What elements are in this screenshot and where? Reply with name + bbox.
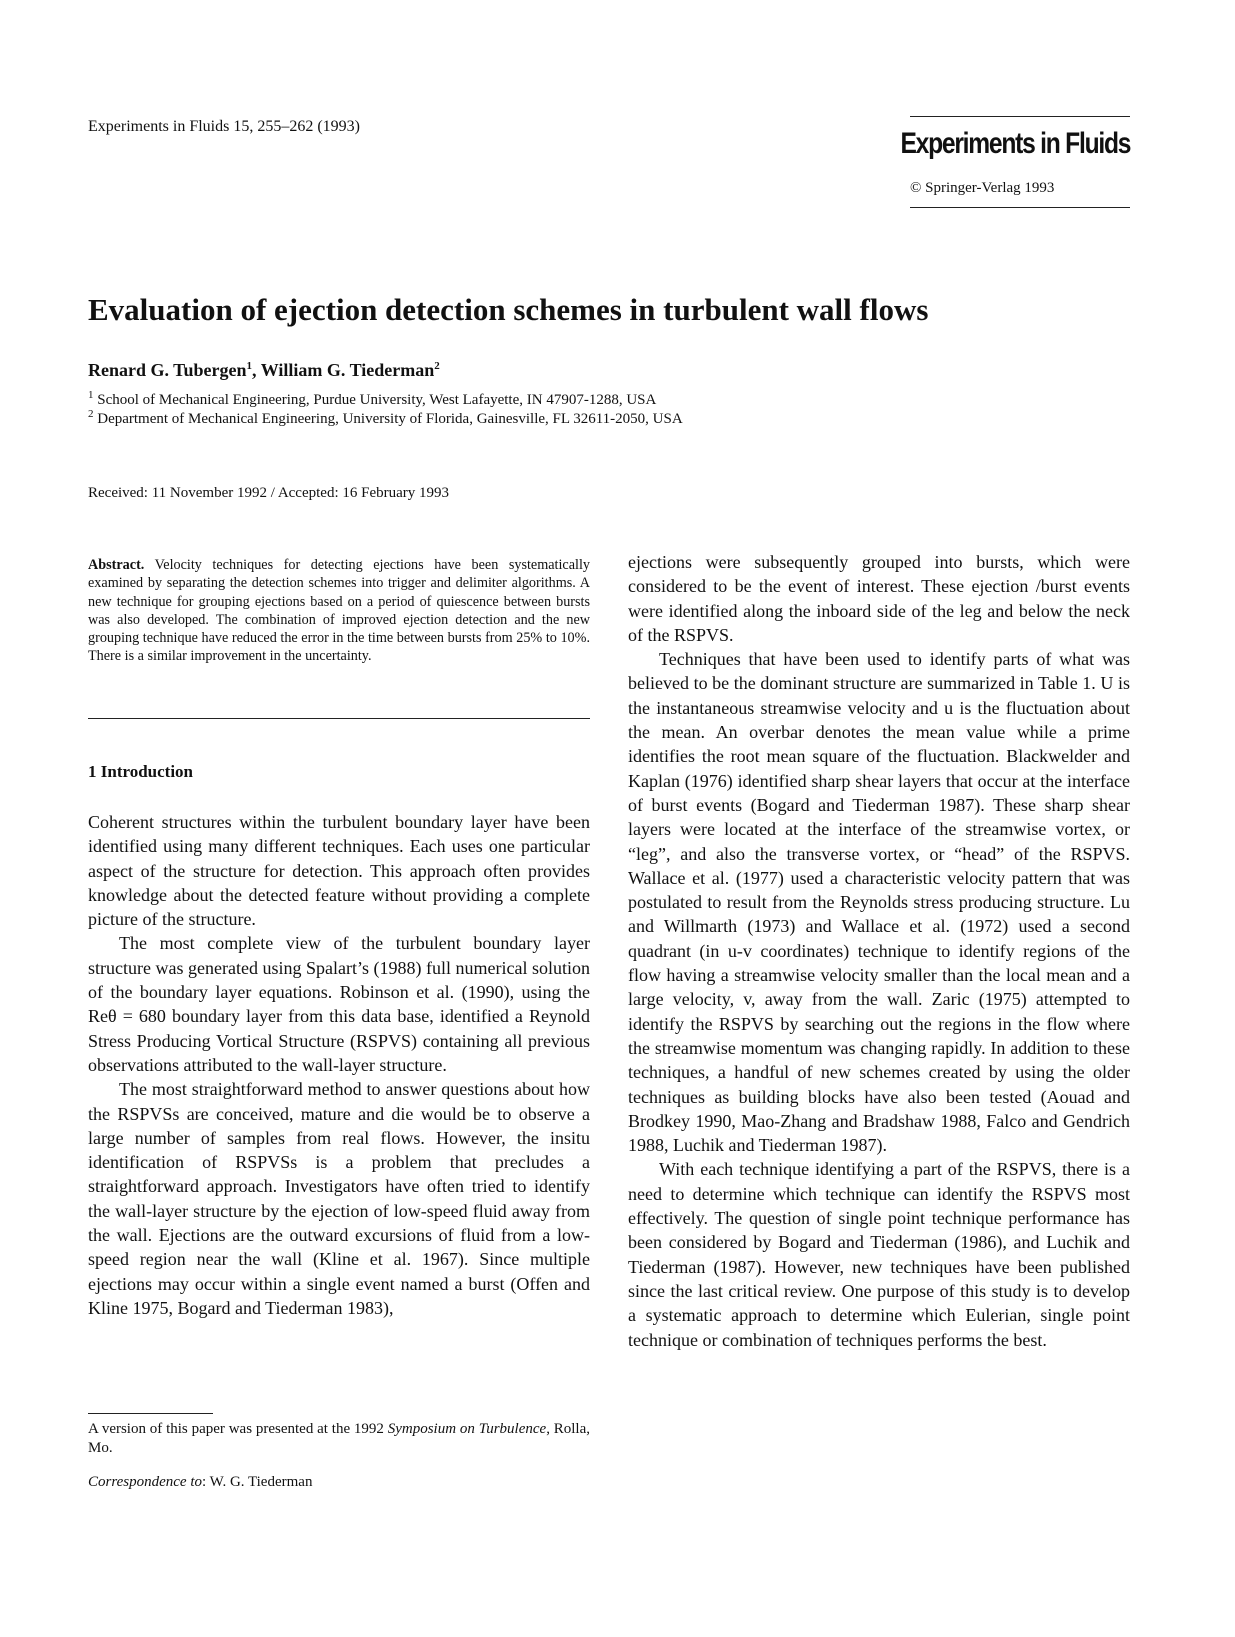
journal-reference: Experiments in Fluids 15, 255–262 (1993) <box>88 118 360 135</box>
footnote-symposium: Symposium on Turbulence <box>387 1421 547 1437</box>
affiliation-text: School of Mechanical Engineering, Purdue University, West Lafayette, IN 47907-1288, USA <box>97 392 657 408</box>
affiliation-mark: 1 <box>88 389 94 401</box>
author-list: Renard G. Tubergen$^1$, William G. Tiederman$^2$ <box>88 360 440 380</box>
abstract-divider <box>88 718 590 719</box>
journal-logo: Experiments in Fluids <box>900 127 1130 160</box>
abstract-text: Velocity techniques for detecting ejections have been systematically examined by separating the detection schemes into trigger and delimiter algorithms. A new technique for grouping ejections based on a period of quiescence between bursts was also developed. The combination of improved ejection detection and the new grouping technique have reduced the error in the time between bursts from 25% to 10%. There is a similar improvement in the uncertainty. <box>88 557 590 665</box>
paragraph: Techniques that have been used to identify parts of what was believed to be the dominant structure are summarized in Table 1. U is the instantaneous streamwise velocity and u is the fluctuation about the mean. An overbar denotes the mean value while a prime identifies the root mean square of the fluctuation. Blackwelder and Kaplan (1976) identified sharp shear layers that occur at the interface of burst events (Bogard and Tiederman 1987). These sharp shear layers were located at the interface of the streamwise vortex, or “leg”, and also the transverse vortex, or “head” of the RSPVS. Wallace et al. (1977) used a characteristic velocity pattern that was postulated to result from the Reynolds stress producing structure. Lu and Willmarth (1973) and Wallace et al. (1972) used a second quadrant (in u-v coordinates) technique to identify regions of the flow having a streamwise velocity smaller than the local mean and a large velocity, v, away from the wall. Zaric (1975) attempted to identify the RSPVS by searching out the regions in the flow where the streamwise momentum was changing rapidly. In addition to these techniques, a handful of new schemes created by using the older techniques as building blocks have also been tested (Aouad and Brodkey 1990, Mao-Zhang and Bradshaw 1988, Falco and Gendrich 1988, Luchik and Tiederman 1987). <box>628 649 1130 1156</box>
left-column-body <box>88 810 590 1320</box>
author-affil-mark: 2 <box>434 360 440 372</box>
copyright-notice: © Springer-Verlag 1993 <box>910 180 1055 196</box>
correspondence-name: : W. G. Tiederman <box>202 1474 313 1490</box>
journal-brand-box <box>900 116 1130 208</box>
footnote-divider <box>88 1413 213 1414</box>
paragraph: The most complete view of the turbulent boundary layer structure was generated using Spalart’s (1988) full numerical solution of the boundary layer equations. Robinson et al. (1990), using the Reθ = 680 boundary layer from this data base, identified a Reynold Stress Producing Vortical Structure (RSPVS) containing all previous observations attributed to the wall-layer structure. <box>88 933 590 1075</box>
affiliation-text: Department of Mechanical Engineering, University of Florida, Gainesville, FL 32611-2050, USA <box>97 411 683 427</box>
abstract-label: Abstract. <box>88 557 145 573</box>
author-name: Renard G. Tubergen <box>88 360 247 380</box>
paragraph: The most straightforward method to answer questions about how the RSPVSs are conceived, mature and die would be to observe a large number of samples from real flows. However, the insitu identification of RSPVSs is a problem that precludes a straightforward approach. Investigators have often tried to identify the wall-layer structure by the ejection of low-speed fluid away from the wall. Ejections are the outward excursions of fluid from a low-speed region near the wall (Kline et al. 1967). Since multiple ejections may occur within a single event named a burst (Offen and Kline 1975, Bogard and Tiederman 1983), <box>88 1079 590 1318</box>
received-dates: Received: 11 November 1992 / Accepted: 16 February 1993 <box>88 485 450 501</box>
paragraph: Coherent structures within the turbulent boundary layer have been identified using many different techniques. Each uses one particular aspect of the structure for detection. This approach often provides knowledge about the detected feature without providing a complete picture of the structure. <box>88 812 590 930</box>
abstract <box>88 556 590 666</box>
right-column-body <box>628 550 1130 1352</box>
correspondence-label: Correspondence to <box>88 1474 203 1490</box>
author-affil-mark: 1 <box>246 360 253 372</box>
footnote-text: A version of this paper was presented at the 1992 <box>88 1421 388 1437</box>
affiliation-2 <box>88 408 683 428</box>
paper-title: Evaluation of ejection detection schemes in turbulent wall flows <box>88 292 929 327</box>
section-heading: 1 Introduction <box>88 762 194 781</box>
paragraph: ejections were subsequently grouped into bursts, which were considered to be the event of interest. These ejection /burst events were identified along the inboard side of the leg and below the neck of the RSPVS. <box>628 552 1130 645</box>
affiliation-mark: 2 <box>88 408 94 420</box>
affiliation-1 <box>88 389 656 409</box>
footnote-text-end: , Rolla, Mo. <box>88 1421 590 1456</box>
paragraph: With each technique identifying a part of the RSPVS, there is a need to determine which technique can identify the RSPVS most effectively. The question of single point technique performance has been considered by Bogard and Tiederman (1986), and Luchik and Tiederman (1987). However, new techniques have been published since the last critical review. One purpose of this study is to develop a systematic approach to determine which Eulerian, single point technique or combination of techniques performs the best. <box>628 1159 1130 1350</box>
footnote <box>88 1420 590 1458</box>
author-name: William G. Tiederman <box>260 360 435 380</box>
correspondence <box>88 1474 312 1491</box>
